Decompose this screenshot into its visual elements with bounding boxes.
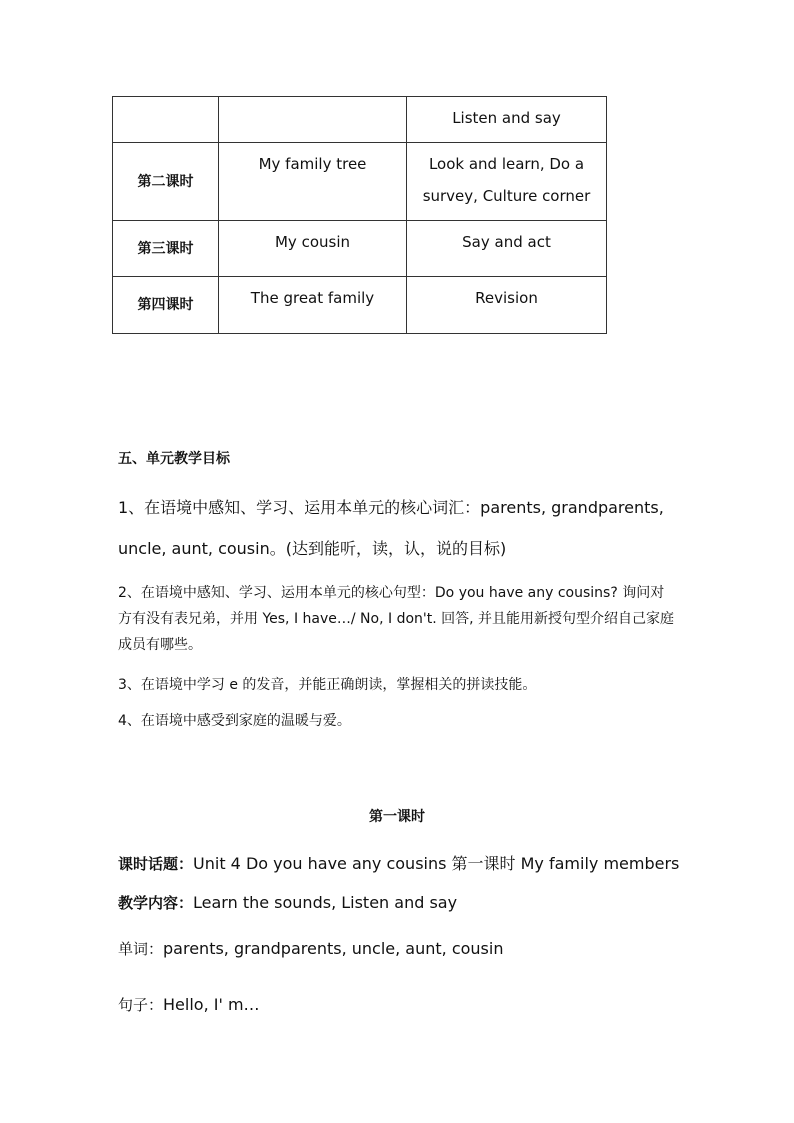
lesson-topic <box>118 851 678 874</box>
lesson-label-cell: 第三课时 <box>113 221 219 277</box>
objective-4: 4、在语境中感受到家庭的温暖与爱。 <box>118 713 351 729</box>
objective-1-line-2: uncle, aunt, cousin。(达到能听，读，认，说的目标) <box>118 539 507 558</box>
topic-value: Unit 4 Do you have any cousins 第一课时 My family members <box>193 854 680 873</box>
lesson-content-cell: Revision <box>407 277 607 334</box>
table-row <box>113 277 607 334</box>
lesson-content-cell: Say and act <box>407 221 607 277</box>
words-value: parents, grandparents, uncle, aunt, cousin <box>163 939 504 958</box>
lesson-topic-cell: My family tree <box>219 143 407 221</box>
content-value: Learn the sounds, Listen and say <box>193 893 458 912</box>
objective-1-line-1: 1、在语境中感知、学习、运用本单元的核心词汇：parents, grandparents, <box>118 498 664 517</box>
lesson-words <box>118 938 678 959</box>
topic-label: 课时话题： <box>118 855 194 873</box>
objective-3: 3、在语境中学习 e 的发音，并能正确朗读，掌握相关的拼读技能。 <box>118 677 537 693</box>
lesson-label-cell: 第二课时 <box>113 143 219 221</box>
lesson-topic-cell <box>219 97 407 143</box>
lesson-label-cell <box>113 97 219 143</box>
lesson-topic-cell: My cousin <box>219 221 407 277</box>
content-label: 教学内容： <box>118 894 194 912</box>
lesson-title: 第一课时 <box>369 809 425 825</box>
sentence-label: 句子： <box>118 996 164 1014</box>
words-label: 单词： <box>118 940 164 958</box>
lesson-content <box>118 892 678 913</box>
table-row <box>113 221 607 277</box>
objective-2: 2、在语境中感知、学习、运用本单元的核心句型：Do you have any cousins? 询问对方有没有表兄弟，并用 Yes, I have…/ No, I don't. 回答, 并且能用新授句型介绍自己家庭成员有哪些。 <box>118 585 675 653</box>
lesson-content-cell: Look and learn, Do a survey, Culture corner <box>407 143 607 221</box>
lesson-content-cell: Listen and say <box>407 97 607 143</box>
lesson-topic-cell: The great family <box>219 277 407 334</box>
table-row <box>113 97 607 143</box>
lesson-schedule-table <box>112 96 607 334</box>
lesson-label-cell: 第四课时 <box>113 277 219 334</box>
lesson-sentence <box>118 994 678 1015</box>
sentence-value: Hello, I' m… <box>163 995 260 1014</box>
table-row <box>113 143 607 221</box>
section-title: 五、单元教学目标 <box>118 451 230 467</box>
